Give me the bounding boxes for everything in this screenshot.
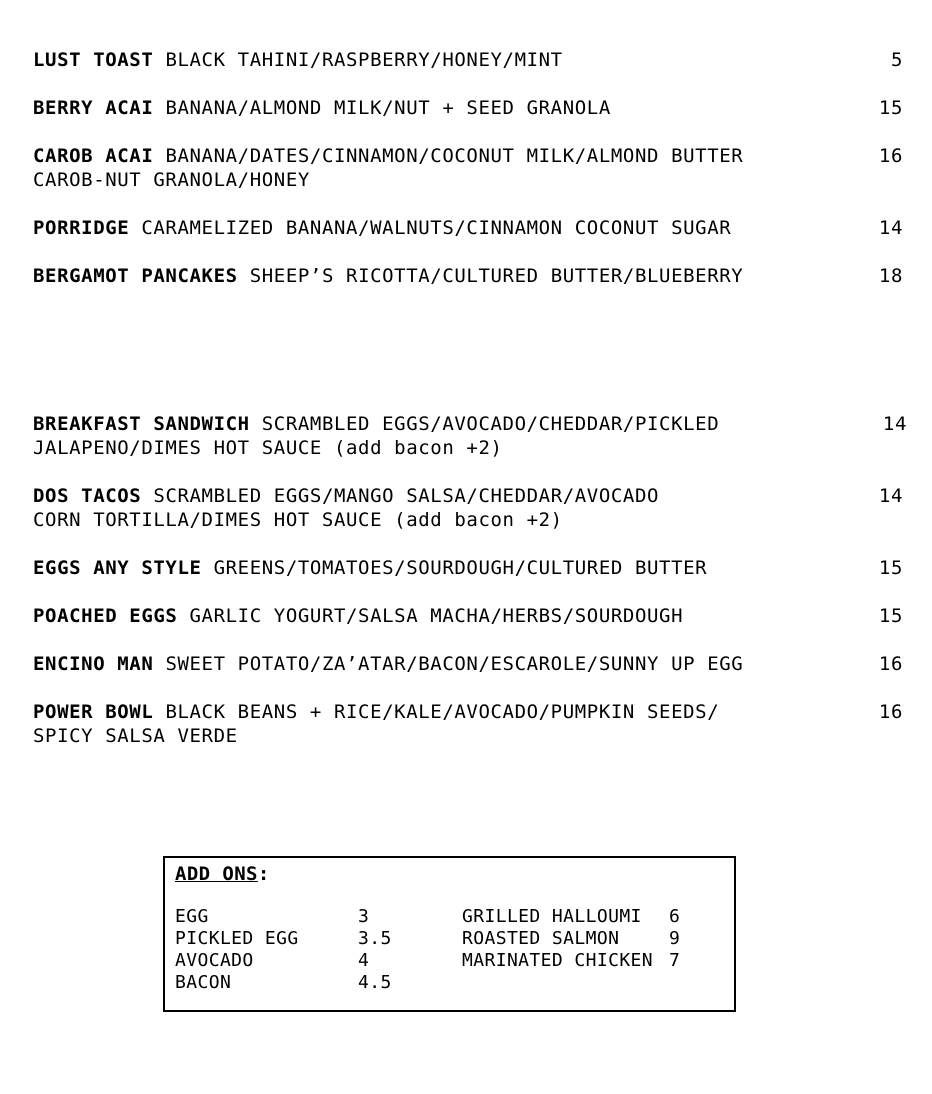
menu-item-name: CAROB ACAI bbox=[33, 145, 154, 167]
menu-item-name: PORRIDGE bbox=[33, 217, 130, 239]
menu-item-line-2: CORN TORTILLA/DIMES HOT SAUCE (add bacon +2) bbox=[33, 509, 563, 531]
menu-item bbox=[33, 144, 903, 192]
menu-item-price: 16 bbox=[878, 653, 903, 675]
menu-section-breakfast-sweet bbox=[33, 48, 903, 312]
addons-right-prices bbox=[669, 906, 680, 972]
menu-item-price: 15 bbox=[878, 97, 903, 119]
menu-item-name: DOS TACOS bbox=[33, 485, 142, 507]
menu-item-description: SHEEP’S RICOTTA/CULTURED BUTTER/BLUEBERRY bbox=[249, 265, 744, 287]
menu-item bbox=[33, 652, 903, 676]
addon-name: ROASTED SALMON bbox=[462, 928, 620, 949]
menu-item-name: BREAKFAST SANDWICH bbox=[33, 413, 250, 435]
addons-title bbox=[175, 863, 270, 885]
menu-item bbox=[33, 264, 903, 288]
menu-item-price: 15 bbox=[878, 557, 903, 579]
menu-item bbox=[33, 412, 907, 460]
addon-name: GRILLED HALLOUMI bbox=[462, 906, 642, 927]
addons-title-text: ADD ONS bbox=[175, 863, 258, 885]
menu-item-price: 18 bbox=[878, 265, 903, 287]
menu-item-line-1 bbox=[33, 216, 903, 240]
menu-item-name: POACHED EGGS bbox=[33, 605, 178, 627]
menu-item-description: GREENS/TOMATOES/SOURDOUGH/CULTURED BUTTER bbox=[213, 557, 708, 579]
menu-item-description: BLACK BEANS + RICE/KALE/AVOCADO/PUMPKIN SEEDS/ bbox=[165, 701, 720, 723]
menu-item-line-1 bbox=[33, 264, 903, 288]
addon-name: PICKLED EGG bbox=[175, 928, 299, 949]
addon-name: AVOCADO bbox=[175, 950, 254, 971]
addons-left-names bbox=[175, 906, 299, 994]
menu-item-price: 16 bbox=[878, 701, 903, 723]
menu-section-breakfast-savory bbox=[33, 412, 907, 772]
addon-price: 3.5 bbox=[358, 928, 392, 949]
menu-item bbox=[33, 216, 903, 240]
menu-item bbox=[33, 96, 903, 120]
menu-item-name: BERRY ACAI bbox=[33, 97, 154, 119]
menu-item-name: LUST TOAST bbox=[33, 49, 154, 71]
menu-item-price: 5 bbox=[890, 49, 903, 71]
menu-item-line-2: CAROB-NUT GRANOLA/HONEY bbox=[33, 169, 310, 191]
menu-item bbox=[33, 48, 903, 72]
menu-item-description: BANANA/DATES/CINNAMON/COCONUT MILK/ALMOND BUTTER bbox=[165, 145, 744, 167]
menu-item-line-1 bbox=[33, 652, 903, 676]
menu-item-description: SCRAMBLED EGGS/MANGO SALSA/CHEDDAR/AVOCADO bbox=[153, 485, 660, 507]
addons-right-names bbox=[462, 906, 653, 972]
addon-name: EGG bbox=[175, 906, 209, 927]
addon-name: BACON bbox=[175, 972, 232, 993]
menu-item-description: CARAMELIZED BANANA/WALNUTS/CINNAMON COCONUT SUGAR bbox=[141, 217, 732, 239]
addon-price: 9 bbox=[669, 928, 681, 949]
menu-item-name: POWER BOWL bbox=[33, 701, 154, 723]
menu-item-name: EGGS ANY STYLE bbox=[33, 557, 202, 579]
menu-item-price: 14 bbox=[878, 217, 903, 239]
addons-left-prices bbox=[358, 906, 392, 994]
addon-price: 4 bbox=[358, 950, 370, 971]
menu-item bbox=[33, 484, 903, 532]
menu-item-name: ENCINO MAN bbox=[33, 653, 154, 675]
menu-item-line-1 bbox=[33, 144, 903, 168]
addon-name: MARINATED CHICKEN bbox=[462, 950, 654, 971]
menu-item-name: BERGAMOT PANCAKES bbox=[33, 265, 238, 287]
menu-item bbox=[33, 556, 903, 580]
addon-price: 4.5 bbox=[358, 972, 392, 993]
addon-price: 3 bbox=[358, 906, 370, 927]
menu-item-price: 14 bbox=[878, 485, 903, 507]
menu-item-line-1 bbox=[33, 96, 903, 120]
menu-item-price: 16 bbox=[878, 145, 903, 167]
menu-item-line-1 bbox=[33, 48, 903, 72]
menu-item-description: SCRAMBLED EGGS/AVOCADO/CHEDDAR/PICKLED bbox=[261, 413, 720, 435]
menu-item-line-1 bbox=[33, 700, 903, 724]
menu-item-line-2: SPICY SALSA VERDE bbox=[33, 725, 238, 747]
menu-item bbox=[33, 604, 903, 628]
addon-price: 7 bbox=[669, 950, 681, 971]
addons-box bbox=[163, 856, 736, 1012]
addon-price: 6 bbox=[669, 906, 681, 927]
menu-item-price: 14 bbox=[882, 413, 907, 435]
menu-item-description: GARLIC YOGURT/SALSA MACHA/HERBS/SOURDOUGH bbox=[189, 605, 684, 627]
menu-item-description: BLACK TAHINI/RASPBERRY/HONEY/MINT bbox=[165, 49, 563, 71]
menu-item-price: 15 bbox=[878, 605, 903, 627]
menu-item-line-1 bbox=[33, 556, 903, 580]
menu-item-line-1 bbox=[33, 604, 903, 628]
menu-item-line-2: JALAPENO/DIMES HOT SAUCE (add bacon +2) bbox=[33, 437, 503, 459]
menu-item-description: BANANA/ALMOND MILK/NUT + SEED GRANOLA bbox=[165, 97, 611, 119]
addons-title-colon: : bbox=[257, 863, 270, 885]
menu-item-line-1 bbox=[33, 412, 903, 436]
menu-item-description: SWEET POTATO/ZA’ATAR/BACON/ESCAROLE/SUNNY UP EGG bbox=[165, 653, 744, 675]
menu-item bbox=[33, 700, 903, 748]
menu-item-line-1 bbox=[33, 484, 903, 508]
